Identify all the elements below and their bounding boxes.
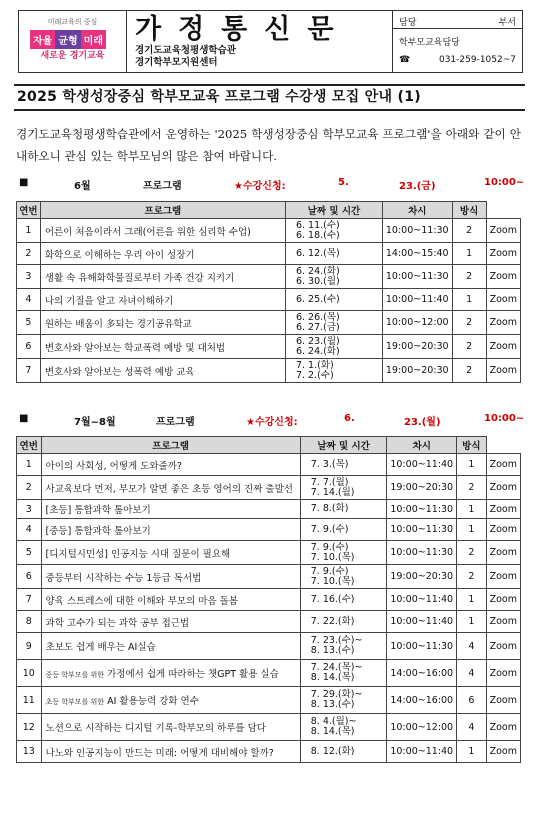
org-name-1: 경기도교육청평생학습관 xyxy=(135,45,236,56)
row-number: 9 xyxy=(17,633,42,660)
program-name: 원하는 배움이 多되는 경기공유학교 xyxy=(40,311,285,335)
col-header-method: 방식 xyxy=(457,437,487,454)
row-number: 8 xyxy=(17,611,42,633)
program-sessions: 2 xyxy=(457,476,487,500)
section-bullet: ■ xyxy=(19,413,29,424)
program-method: Zoom xyxy=(486,741,520,763)
row-number: 7 xyxy=(17,359,41,383)
program-time: 14:00~16:00 xyxy=(387,687,457,714)
row-number: 7 xyxy=(17,589,42,611)
program-table-june xyxy=(16,201,521,383)
program-time: 10:00~11:40 xyxy=(387,611,457,633)
program-sessions: 2 xyxy=(452,311,486,335)
program-dates xyxy=(300,589,387,611)
program-sessions: 1 xyxy=(457,519,487,541)
row-number: 4 xyxy=(17,519,42,541)
program-time: 19:00~20:30 xyxy=(382,359,452,383)
program-method: Zoom xyxy=(486,565,520,589)
program-name: 나노와 인공지능이 만드는 미래: 어떻게 대비해야 할까? xyxy=(41,741,300,763)
program-target: 중등 학부모를 위한 xyxy=(45,671,105,679)
program-name: 화학으로 이해하는 우리 아이 성장기 xyxy=(40,243,285,265)
logo-badges xyxy=(30,30,106,49)
program-dates xyxy=(300,500,387,519)
program-sessions: 1 xyxy=(452,243,486,265)
program-sessions: 4 xyxy=(457,714,487,741)
contact-dept: 부서 xyxy=(498,18,516,28)
program-time: 19:00~20:30 xyxy=(387,476,457,500)
program-method: Zoom xyxy=(486,243,520,265)
program-sessions: 2 xyxy=(452,359,486,383)
table-row xyxy=(17,541,521,565)
table-row xyxy=(17,265,521,289)
program-dates xyxy=(300,541,387,565)
program-method: Zoom xyxy=(486,633,520,660)
program-method: Zoom xyxy=(486,476,520,500)
program-date: 7. 3.(목) xyxy=(310,458,349,470)
program-date: 7. 9.(수) xyxy=(310,541,349,553)
program-method: Zoom xyxy=(486,714,520,741)
program-time: 10:00~11:30 xyxy=(387,500,457,519)
row-number: 5 xyxy=(17,311,41,335)
col-header-no: 연번 xyxy=(17,437,42,454)
table-row xyxy=(17,589,521,611)
logo-tagline: 미래교육의 중심 xyxy=(47,18,98,26)
program-method: Zoom xyxy=(486,541,520,565)
row-number: 1 xyxy=(17,454,42,476)
row-number: 6 xyxy=(17,565,42,589)
program-dates xyxy=(285,311,382,335)
program-date: 8. 13.(수) xyxy=(310,645,355,656)
program-time: 10:00~12:00 xyxy=(382,311,452,335)
program-time: 10:00~11:30 xyxy=(387,541,457,565)
program-date: 6. 24.(화) xyxy=(295,345,340,357)
page-title: 가정통신문 xyxy=(135,14,351,45)
program-date: 8. 4.(월)~ xyxy=(310,716,357,727)
col-header-no: 연번 xyxy=(17,202,41,219)
program-method: Zoom xyxy=(486,519,520,541)
program-time: 10:00~11:30 xyxy=(382,219,452,243)
section-bullet: ■ xyxy=(19,177,29,188)
program-sessions: 1 xyxy=(457,611,487,633)
notice-title: 2025 학생성장중심 학부모교육 프로그램 수강생 모집 안내 (1) xyxy=(14,84,525,111)
program-date: 7. 22.(화) xyxy=(310,615,355,627)
table-row xyxy=(17,660,521,687)
program-sessions: 1 xyxy=(457,589,487,611)
program-date: 7. 16.(수) xyxy=(310,593,355,605)
program-method: Zoom xyxy=(486,611,520,633)
program-date: 7. 7.(월) xyxy=(310,476,349,488)
program-dates xyxy=(300,714,387,741)
logo-badge-autonomy: 자율 xyxy=(30,30,55,49)
newsletter-header xyxy=(18,10,523,73)
contact-person: 학부모교육담당 xyxy=(399,38,460,48)
program-date: 7. 14.(월) xyxy=(310,486,355,498)
col-header-datetime: 날짜 및 시간 xyxy=(285,202,382,219)
program-dates xyxy=(300,660,387,687)
program-date: 6. 12.(목) xyxy=(295,247,340,259)
section-july-august-header xyxy=(16,413,525,428)
program-table-july-august xyxy=(16,436,521,763)
table-row xyxy=(17,476,521,500)
program-method: Zoom xyxy=(486,500,520,519)
row-number: 5 xyxy=(17,541,42,565)
program-name: 사교육보다 먼저, 부모가 알면 좋은 초등 영어의 진짜 출발선 xyxy=(41,476,300,500)
program-dates xyxy=(285,359,382,383)
program-dates xyxy=(300,565,387,589)
program-dates xyxy=(285,219,382,243)
table-row xyxy=(17,359,521,383)
program-date: 6. 23.(월) xyxy=(295,335,340,347)
table-row xyxy=(17,611,521,633)
program-dates xyxy=(300,476,387,500)
program-date: 7. 10.(목) xyxy=(310,575,355,587)
table-row xyxy=(17,500,521,519)
program-sessions: 6 xyxy=(457,687,487,714)
program-name: 나의 기질을 알고 자녀이해하기 xyxy=(40,289,285,311)
program-time: 10:00~11:30 xyxy=(382,265,452,289)
program-dates xyxy=(285,289,382,311)
apply-start: 6. xyxy=(344,413,355,424)
program-sessions: 1 xyxy=(457,454,487,476)
program-name: 노션으로 시작하는 디지털 기록-학부모의 하루를 담다 xyxy=(41,714,300,741)
program-dates xyxy=(300,633,387,660)
program-method: Zoom xyxy=(486,335,520,359)
program-sessions: 2 xyxy=(452,219,486,243)
program-date: 8. 12.(화) xyxy=(310,745,355,757)
program-name: 초보도 쉽게 배우는 AI실습 xyxy=(41,633,300,660)
program-date: 6. 11.(수) xyxy=(295,219,340,231)
program-name: 변호사와 알아보는 학교폭력 예방 및 대처법 xyxy=(40,335,285,359)
apply-label: ★수강신청: xyxy=(246,417,298,428)
program-date: 6. 18.(수) xyxy=(295,229,340,241)
apply-time: 10:00~ xyxy=(484,177,525,188)
table-row xyxy=(17,335,521,359)
program-date: 7. 2.(수) xyxy=(295,369,334,381)
program-time: 10:00~11:40 xyxy=(382,289,452,311)
program-dates xyxy=(285,243,382,265)
table-row xyxy=(17,289,521,311)
program-sessions: 4 xyxy=(457,633,487,660)
program-title: AI 활용능력 강화 연수 xyxy=(107,696,199,707)
program-name: 양육 스트레스에 대한 이해와 부모의 마음 돌봄 xyxy=(41,589,300,611)
program-dates xyxy=(300,687,387,714)
program-date: 6. 27.(금) xyxy=(295,321,340,333)
row-number: 1 xyxy=(17,219,41,243)
program-date: 8. 14.(목) xyxy=(310,726,355,737)
program-time: 10:00~11:30 xyxy=(387,519,457,541)
row-number: 10 xyxy=(17,660,42,687)
table-row xyxy=(17,454,521,476)
row-number: 3 xyxy=(17,500,42,519)
program-time: 19:00~20:30 xyxy=(387,565,457,589)
table-row xyxy=(17,633,521,660)
program-name: 과학 고수가 되는 과학 공부 접근법 xyxy=(41,611,300,633)
table-row xyxy=(17,219,521,243)
row-number: 11 xyxy=(17,687,42,714)
program-date: 6. 24.(화) xyxy=(295,265,340,277)
program-name: [초등] 통합과학 톺아보기 xyxy=(41,500,300,519)
table-row xyxy=(17,519,521,541)
program-target: 초등 학부모를 위한 xyxy=(45,698,105,706)
program-name: 어른이 처음이라서 그래(어른을 위한 심리학 수업) xyxy=(40,219,285,243)
row-number: 13 xyxy=(17,741,42,763)
section-label: 프로그램 xyxy=(156,417,195,428)
program-dates xyxy=(300,741,387,763)
program-name: [중등] 통합과학 톺아보기 xyxy=(41,519,300,541)
program-sessions: 1 xyxy=(452,289,486,311)
program-name: 중등부터 시작하는 수능 1등급 독서법 xyxy=(41,565,300,589)
section-label: 프로그램 xyxy=(143,181,182,192)
program-name xyxy=(41,687,300,714)
intro-text: 경기도교육청평생학습관에서 운영하는 '2025 학생성장중심 학부모교육 프로그램'을 아래와 같이 안내하오니 관심 있는 학부모님의 많은 참여 바랍니다. xyxy=(16,127,521,163)
program-date: 8. 13.(수) xyxy=(310,699,355,710)
program-date: 7. 1.(화) xyxy=(295,359,334,371)
row-number: 2 xyxy=(17,243,41,265)
phone-icon: ☎ xyxy=(399,55,411,65)
program-method: Zoom xyxy=(486,265,520,289)
title-box xyxy=(127,11,393,72)
program-time: 14:00~15:40 xyxy=(382,243,452,265)
col-header-program: 프로그램 xyxy=(40,202,285,219)
logo-badge-future: 미래 xyxy=(81,30,106,49)
apply-end: 23.(금) xyxy=(399,181,436,192)
program-sessions: 2 xyxy=(452,335,486,359)
program-method: Zoom xyxy=(486,454,520,476)
section-month: 7월~8월 xyxy=(74,417,116,428)
contact-phone: 031-259-1052~7 xyxy=(438,55,516,65)
program-date: 7. 23.(수)~ xyxy=(310,635,363,646)
contact-box xyxy=(393,11,522,72)
row-number: 12 xyxy=(17,714,42,741)
row-number: 2 xyxy=(17,476,42,500)
col-header-datetime: 날짜 및 시간 xyxy=(300,437,387,454)
program-date: 6. 30.(월) xyxy=(295,275,340,287)
program-dates xyxy=(285,265,382,289)
apply-end: 23.(월) xyxy=(404,417,441,428)
program-name: 변호사와 알아보는 성폭력 예방 교육 xyxy=(40,359,285,383)
program-method: Zoom xyxy=(486,219,520,243)
program-method: Zoom xyxy=(486,289,520,311)
logo-slogan: 새로운 경기교육 xyxy=(40,51,105,61)
apply-label: ★수강신청: xyxy=(234,181,286,192)
program-method: Zoom xyxy=(486,359,520,383)
program-date: 6. 26.(목) xyxy=(295,311,340,323)
program-sessions: 1 xyxy=(457,500,487,519)
col-header-method: 방식 xyxy=(452,202,486,219)
program-time: 10:00~12:00 xyxy=(387,714,457,741)
apply-time: 10:00~ xyxy=(484,413,525,424)
program-method: Zoom xyxy=(486,589,520,611)
program-dates xyxy=(300,611,387,633)
program-time: 10:00~11:30 xyxy=(387,633,457,660)
program-method: Zoom xyxy=(486,687,520,714)
table-row xyxy=(17,565,521,589)
program-time: 14:00~16:00 xyxy=(387,660,457,687)
program-dates xyxy=(285,335,382,359)
section-june-header xyxy=(16,177,525,192)
program-date: 6. 25.(수) xyxy=(295,293,340,305)
program-sessions: 2 xyxy=(452,265,486,289)
program-sessions: 1 xyxy=(457,741,487,763)
table-row xyxy=(17,243,521,265)
program-date: 7. 9.(수) xyxy=(310,565,349,577)
program-time: 10:00~11:40 xyxy=(387,589,457,611)
program-dates xyxy=(300,454,387,476)
program-sessions: 4 xyxy=(457,660,487,687)
program-date: 7. 10.(목) xyxy=(310,551,355,563)
program-sessions: 2 xyxy=(457,541,487,565)
table-row xyxy=(17,741,521,763)
program-name: [디지털시민성] 인공지능 시대 질문이 필요해 xyxy=(41,541,300,565)
org-name-2: 경기학부모지원센터 xyxy=(135,57,218,68)
row-number: 4 xyxy=(17,289,41,311)
program-dates xyxy=(300,519,387,541)
program-title: 가정에서 쉽게 따라하는 챗GPT 활용 실습 xyxy=(107,669,279,680)
program-sessions: 2 xyxy=(457,565,487,589)
program-method: Zoom xyxy=(486,311,520,335)
program-name xyxy=(41,660,300,687)
program-date: 7. 9.(수) xyxy=(310,523,349,535)
logo-badge-balance: 균형 xyxy=(55,30,80,49)
program-name: 생활 속 유해화학물질로부터 가족 건강 지키기 xyxy=(40,265,285,289)
table-row xyxy=(17,714,521,741)
table-row xyxy=(17,687,521,714)
program-time: 10:00~11:40 xyxy=(387,454,457,476)
section-month: 6월 xyxy=(74,181,91,192)
contact-label: 담당 xyxy=(399,18,417,28)
program-time: 19:00~20:30 xyxy=(382,335,452,359)
program-date: 7. 8.(화) xyxy=(310,503,349,514)
program-date: 7. 24.(목)~ xyxy=(310,662,363,673)
program-name: 아이의 사회성, 어떻게 도와줄까? xyxy=(41,454,300,476)
row-number: 3 xyxy=(17,265,41,289)
gyeonggi-education-logo xyxy=(19,11,127,72)
program-time: 10:00~11:40 xyxy=(387,741,457,763)
apply-start: 5. xyxy=(338,177,349,188)
program-date: 8. 14.(목) xyxy=(310,672,355,683)
table-row xyxy=(17,311,521,335)
program-method: Zoom xyxy=(486,660,520,687)
program-date: 7. 29.(화)~ xyxy=(310,689,363,700)
col-header-program: 프로그램 xyxy=(41,437,300,454)
col-header-sessions: 차시 xyxy=(382,202,452,219)
row-number: 6 xyxy=(17,335,41,359)
col-header-sessions: 차시 xyxy=(387,437,457,454)
